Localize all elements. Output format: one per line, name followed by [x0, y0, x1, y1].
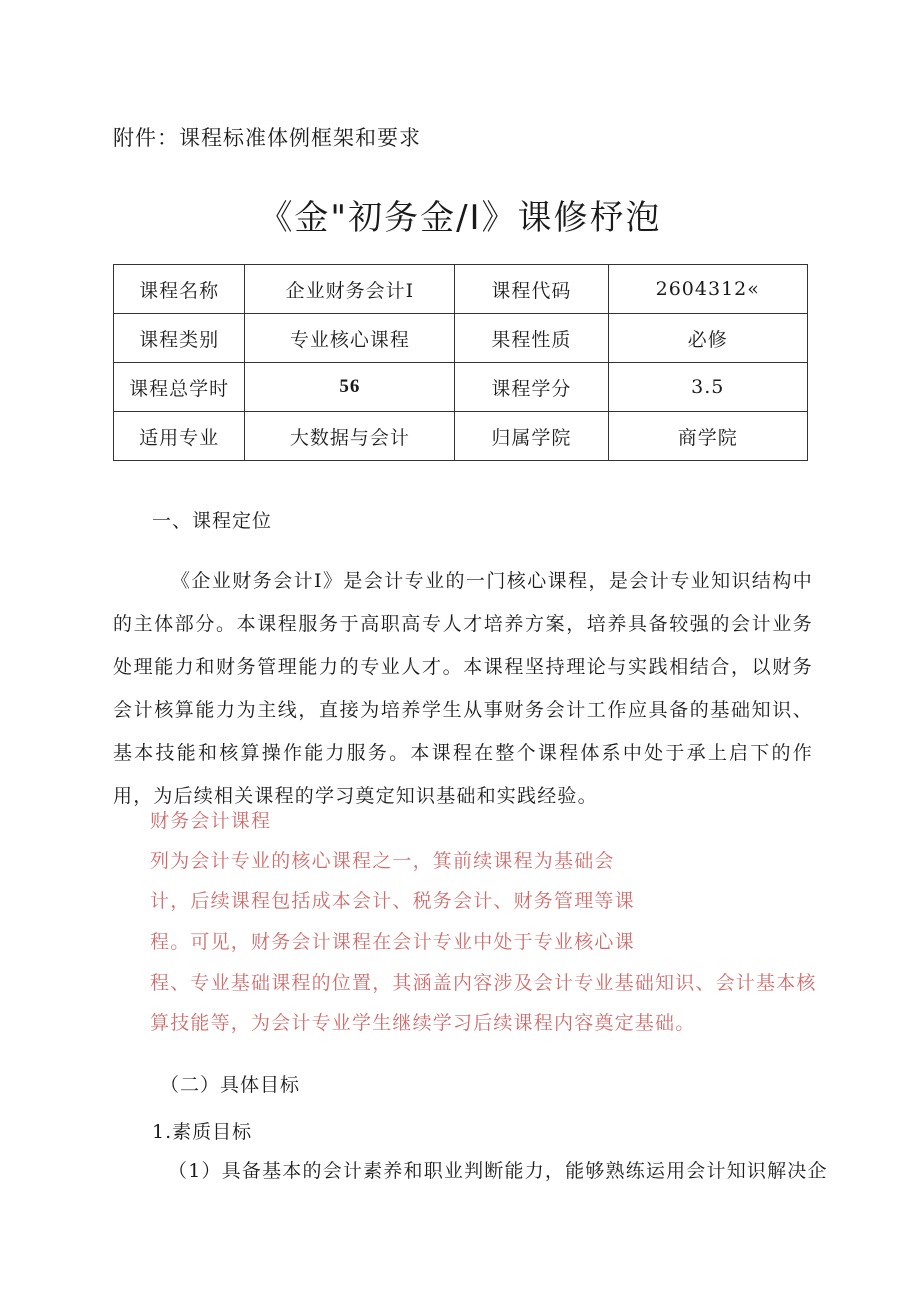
- table-row: [114, 265, 808, 314]
- table-cell: 课程代码: [455, 265, 608, 314]
- section-heading: （二）具体目标: [160, 1074, 301, 1096]
- subsection-heading: 1.素质目标: [152, 1121, 253, 1143]
- table-cell: 归属学院: [455, 412, 608, 461]
- table-row: [114, 363, 808, 412]
- table-cell: 3.5: [608, 363, 807, 412]
- table-cell: 果程性质: [455, 314, 608, 363]
- table-row: [114, 314, 808, 363]
- annotation-line: 程、专业基础课程的位置，其涵盖内容涉及会计专业基础知识、会计基本核: [150, 972, 817, 994]
- annotation-line: 计，后续课程包括成本会计、税务会计、财务管理等课: [150, 890, 635, 912]
- table-cell: 课程类别: [114, 314, 245, 363]
- document-title: 《金"初务金/I》课修杼泡: [258, 198, 662, 238]
- table-cell: 课程学分: [455, 363, 608, 412]
- annotation-line: 列为会计专业的核心课程之一，箕前续课程为基础会: [150, 850, 615, 872]
- annotation-line: 财务会计课程: [150, 810, 272, 832]
- course-positioning-paragraph: 《企业财务会计I》是会计专业的一门核心课程，是会计专业知识结构中的主体部分。本课程服务于高职高专人才培养方案，培养具备较强的会计业务处理能力和财务管理能力的专业人才。本课程坚持理论与实践相结合，以财务会计核算能力为主线，直接为培养学生从事财务会计工作应具备的基础知识、基本技能和核算操作能力服务。本课程在整个课程体系中处于承上启下的作用，为后续相关课程的学习奠定知识基础和实践经验。: [113, 570, 813, 807]
- table-cell: 课程名称: [114, 265, 245, 314]
- attachment-label: 附件：课程标准体例框架和要求: [113, 126, 421, 150]
- table-cell: 专业核心课程: [245, 314, 455, 363]
- table-cell: 大数据与会计: [245, 412, 455, 461]
- table-cell: 课程总学时: [114, 363, 245, 412]
- table-cell: 企业财务会计I: [245, 265, 455, 314]
- table-cell: 2604312«: [608, 265, 807, 314]
- table-row: [114, 412, 808, 461]
- annotation-line: 算技能等，为会计专业学生继续学习后续课程内容奠定基础。: [150, 1012, 696, 1034]
- section-heading: 一、课程定位: [152, 510, 273, 532]
- table-cell: 必修: [608, 314, 807, 363]
- table-cell: 适用专业: [114, 412, 245, 461]
- table-cell: 商学院: [608, 412, 807, 461]
- annotation-line: 程。可见，财务会计课程在会计专业中处于专业核心课: [150, 931, 635, 953]
- table-cell: 56: [245, 363, 455, 412]
- goal-item: （1）具备基本的会计素养和职业判断能力，能够熟练运用会计知识解决企: [168, 1160, 828, 1182]
- course-info-table: [113, 264, 808, 461]
